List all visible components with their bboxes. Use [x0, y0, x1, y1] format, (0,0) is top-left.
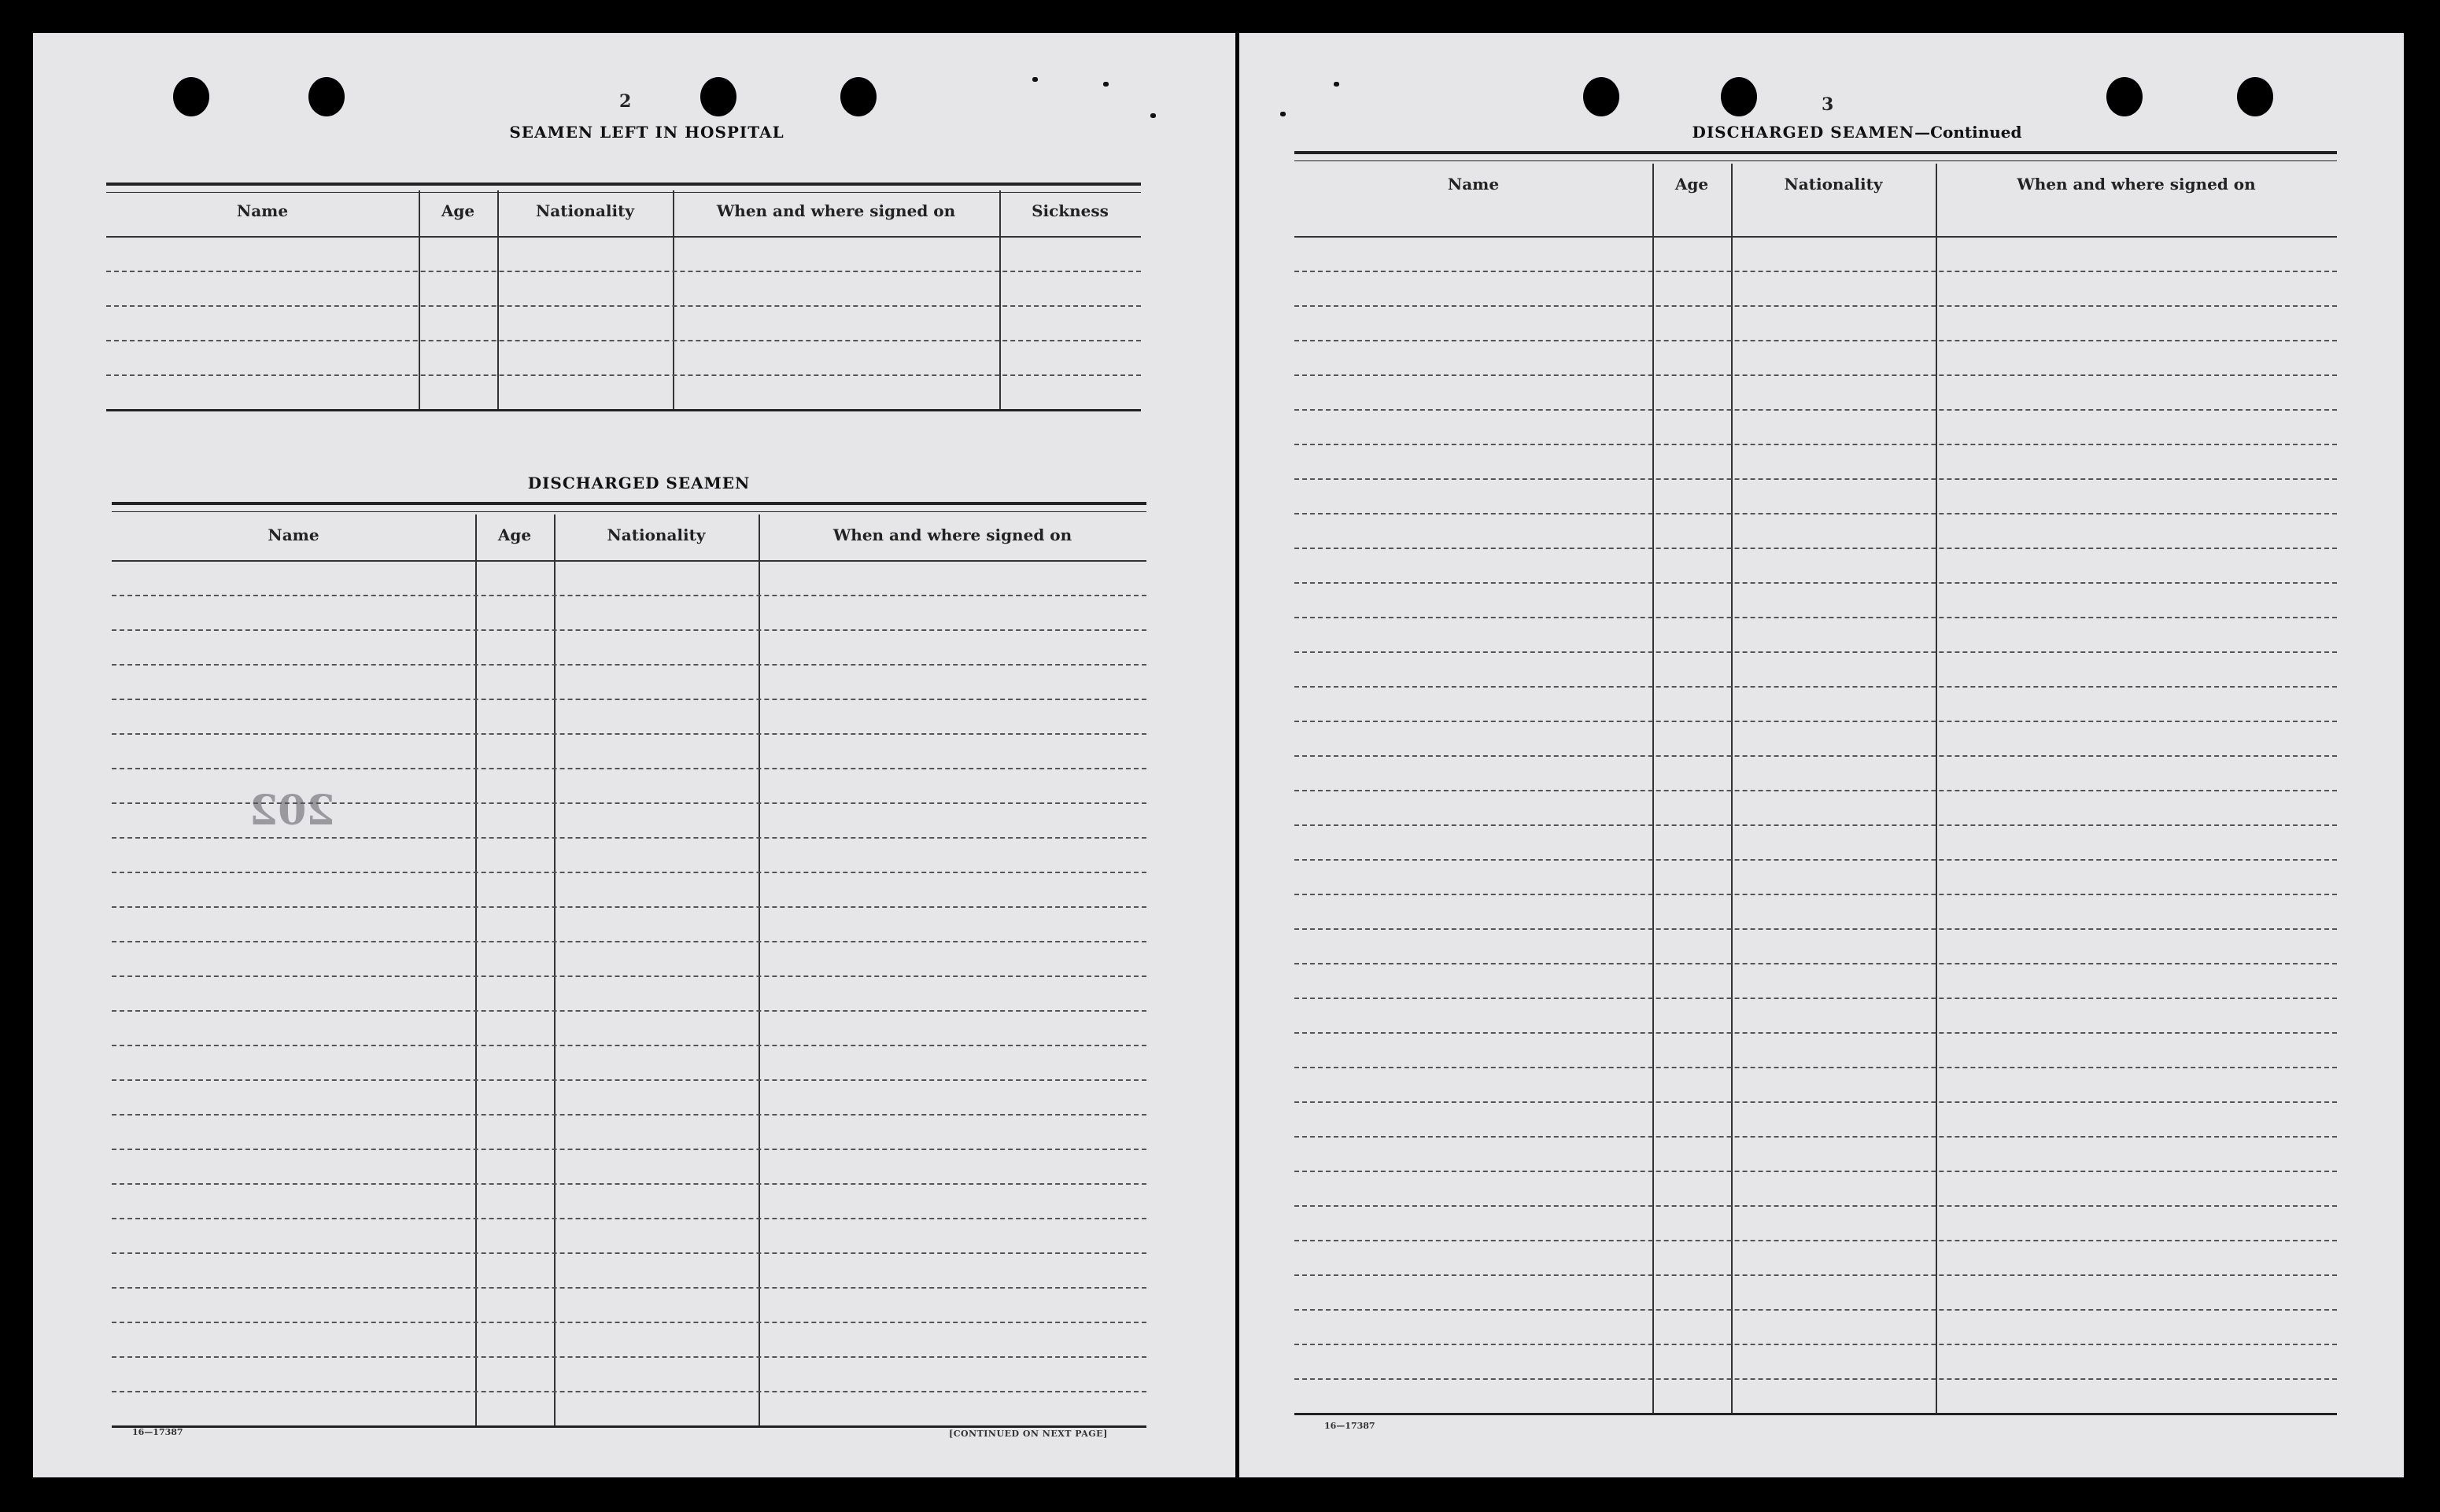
table-row [112, 1079, 1146, 1081]
punch-hole [840, 77, 877, 116]
table-row [1294, 1136, 2337, 1138]
table-row [112, 975, 1146, 977]
table-top-rule [112, 502, 1146, 512]
table-row [112, 664, 1146, 666]
table-row [1294, 963, 2337, 964]
table-row [1294, 617, 2337, 618]
speck [1280, 112, 1286, 116]
column-divider [1652, 164, 1654, 1413]
page-number: 2 [619, 91, 632, 112]
punch-hole [2106, 77, 2143, 116]
column-divider [554, 514, 556, 1425]
table-row [1294, 1274, 2337, 1276]
table-row [112, 1322, 1146, 1323]
table-row [1294, 998, 2337, 999]
table-row [112, 941, 1146, 942]
table-row [112, 1010, 1146, 1012]
table-row [112, 872, 1146, 873]
table-row [112, 1045, 1146, 1046]
speck [1032, 77, 1038, 82]
right-page [1239, 33, 2404, 1477]
column-header: Nationality [607, 526, 706, 544]
column-divider [999, 190, 1001, 409]
stamp-number: 202 [249, 787, 335, 835]
speck [1103, 82, 1109, 87]
continued-note: [CONTINUED ON NEXT PAGE] [949, 1429, 1108, 1439]
table-row [112, 837, 1146, 839]
table-row [1294, 582, 2337, 584]
punch-hole [700, 77, 736, 116]
column-header: Sickness [1032, 201, 1109, 220]
table-row [1294, 790, 2337, 791]
form-code: 16—17387 [1324, 1421, 1375, 1431]
header-rule [112, 560, 1146, 562]
table-row [1294, 444, 2337, 445]
table-row [1294, 478, 2337, 480]
table-row [112, 1183, 1146, 1185]
table-row [112, 1218, 1146, 1219]
discharged-section-title: DISCHARGED SEAMEN [527, 474, 751, 492]
column-header: Age [1674, 175, 1709, 194]
table-row [1294, 928, 2337, 930]
discharged-table-right [1294, 151, 2337, 1414]
column-divider [497, 190, 499, 409]
table-row [1294, 1378, 2337, 1380]
punch-hole [1721, 77, 1757, 116]
table-row [1294, 755, 2337, 757]
table-top-rule [106, 183, 1141, 193]
punch-hole [1583, 77, 1619, 116]
hospital-section-title: SEAMEN LEFT IN HOSPITAL [509, 123, 784, 142]
table-row [1294, 651, 2337, 653]
left-page [33, 33, 1235, 1477]
table-bottom-rule [112, 1425, 1146, 1428]
table-bottom-rule [106, 409, 1141, 411]
column-header: When and where signed on [832, 526, 1072, 544]
table-row [106, 340, 1141, 341]
column-header: Name [268, 526, 319, 544]
table-row [1294, 1309, 2337, 1311]
table-row [1294, 1067, 2337, 1068]
table-row [112, 629, 1146, 631]
punch-hole [173, 77, 209, 116]
table-row [1294, 1101, 2337, 1103]
table-row [112, 1149, 1146, 1150]
table-row [112, 906, 1146, 908]
table-row [112, 699, 1146, 700]
table-row [112, 1114, 1146, 1116]
form-code: 16—17387 [132, 1427, 183, 1437]
table-row [112, 1252, 1146, 1254]
table-row [106, 374, 1141, 376]
table-row [1294, 894, 2337, 895]
column-header: Nationality [536, 201, 634, 220]
title-text: DISCHARGED SEAMEN [1692, 123, 1915, 142]
table-row [1294, 859, 2337, 861]
speck [1334, 82, 1339, 87]
speck [1150, 113, 1156, 118]
discharged-table-left [112, 502, 1146, 1425]
table-row [1294, 548, 2337, 549]
page-number: 3 [1822, 94, 1834, 115]
table-row [112, 733, 1146, 735]
table-row [112, 802, 1146, 804]
column-divider [475, 514, 477, 1425]
table-row [1294, 1171, 2337, 1172]
table-row [1294, 1240, 2337, 1241]
table-row [106, 305, 1141, 307]
column-divider [419, 190, 420, 409]
header-rule [1294, 236, 2337, 238]
table-row [1294, 1344, 2337, 1345]
title-suffix: —Continued [1914, 123, 2022, 142]
table-row [1294, 374, 2337, 376]
column-header: Name [236, 201, 289, 220]
hospital-table [106, 151, 1141, 454]
table-row [1294, 340, 2337, 341]
table-top-rule [1294, 151, 2337, 161]
column-header: Age [497, 526, 532, 544]
punch-hole [308, 77, 345, 116]
column-header: When and where signed on [716, 201, 956, 220]
column-header: Age [441, 201, 475, 220]
column-header: Nationality [1784, 175, 1883, 194]
table-row [1294, 409, 2337, 411]
column-header: When and where signed on [2017, 175, 2256, 194]
table-bottom-rule [1294, 1413, 2337, 1415]
column-divider [759, 514, 760, 1425]
table-row [1294, 513, 2337, 514]
header-rule [106, 236, 1141, 238]
table-row [112, 768, 1146, 769]
table-row [112, 1391, 1146, 1392]
table-row [1294, 1205, 2337, 1207]
table-row [1294, 686, 2337, 688]
table-row [106, 271, 1141, 272]
table-row [112, 595, 1146, 596]
table-row [1294, 721, 2337, 722]
table-row [1294, 305, 2337, 307]
table-row [112, 1287, 1146, 1289]
table-row [1294, 824, 2337, 826]
column-divider [1936, 164, 1937, 1413]
table-row [1294, 271, 2337, 272]
column-header: Name [1447, 175, 1500, 194]
column-divider [673, 190, 674, 409]
discharged-continued-title [1629, 123, 2085, 142]
table-row [1294, 1032, 2337, 1034]
punch-hole [2237, 77, 2273, 116]
table-row [112, 1356, 1146, 1358]
column-divider [1731, 164, 1733, 1413]
